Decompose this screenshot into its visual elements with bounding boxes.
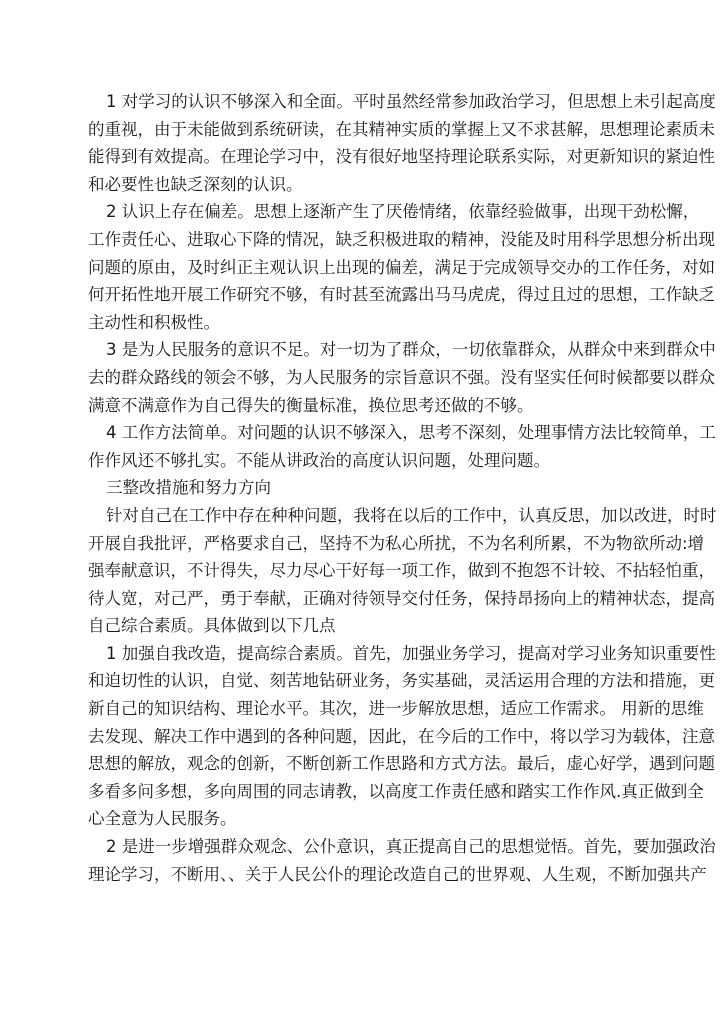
text-line: 2 认识上存在偏差。思想上逐渐产生了厌倦情绪，依靠经验做事，出现干劲松懈， — [106, 202, 700, 222]
text-line: 作作风还不够扎实。不能从讲政治的高度认识问题，处理问题。 — [88, 450, 550, 470]
text-line: 强奉献意识，不计得失，尽力尽心干好每一项工作，做到不抱怨不计较、不拈轻怕重， — [88, 561, 715, 581]
text-line: 待人宽，对己严，勇于奉献，正确对待领导交付任务，保持昂扬向上的精神状态，提高 — [88, 588, 715, 608]
text-line: 开展自我批评，严格要求自己，坚持不为私心所扰，不为名利所累，不为物欲所动:增 — [88, 533, 705, 553]
text-line: 1 加强自我改造，提高综合素质。首先，加强业务学习，提高对学习业务知识重要性 — [106, 643, 716, 663]
text-line: 去发现、解决工作中遇到的各种问题，因此，在今后的工作中，将以学习为载体，注意 — [88, 726, 715, 746]
text-line: 3 是为人民服务的意识不足。对一切为了群众，一切依靠群众，从群众中来到群众中 — [106, 340, 716, 360]
text-line: 自己综合素质。具体做到以下几点 — [88, 616, 336, 636]
paragraph — [88, 502, 717, 640]
text-line: 2 是进一步增强群众观念、公仆意识，真正提高自己的思想觉悟。首先，要加强政治 — [106, 837, 716, 857]
text-line: 和必要性也缺乏深刻的认识。 — [88, 174, 303, 194]
text-line: 的重视，由于未能做到系统研读，在其精神实质的掌握上又不求甚解，思想理论素质未 — [88, 119, 715, 139]
paragraph — [88, 640, 716, 833]
paragraph — [88, 88, 716, 198]
paragraph — [88, 198, 715, 336]
text-line: 针对自己在工作中存在种种问题，我将在以后的工作中，认真反思，加以改进，时时 — [106, 505, 717, 525]
text-line: 4 工作方法简单。对问题的认识不够深入，思考不深刻，处理事情方法比较简单，工 — [106, 423, 716, 443]
text-line: 满意不满意作为自己得失的衡量标准，换位思考还做的不够。 — [88, 395, 534, 415]
document-page — [88, 88, 717, 888]
text-line: 和迫切性的认识，自觉、刻苦地钻研业务，务实基础，灵活运用合理的方法和措施，更 — [88, 671, 715, 691]
paragraph — [88, 419, 716, 474]
text-line: 理论学习，不断用、、关于人民公仆的理论改造自己的世界观、人生观，不断加强共产 — [88, 864, 707, 884]
text-line: 多看多问多想，多向周围的同志请教，以高度工作责任感和踏实工作作风.真正做到全 — [88, 781, 704, 801]
text-line: 工作责任心、进取心下降的情况，缺乏积极进取的精神，没能及时用科学思想分析出现 — [88, 229, 715, 249]
text-line: 去的群众路线的领会不够，为人民服务的宗旨意识不强。没有坚实任何时候都要以群众 — [88, 367, 715, 387]
text-line: 心全意为人民服务。 — [88, 809, 237, 829]
text-line: 何开拓性地开展工作研究不够，有时甚至流露出马马虎虎，得过且过的思想，工作缺乏 — [88, 285, 715, 305]
paragraph — [88, 833, 716, 888]
text-line: 主动性和积极性。 — [88, 312, 220, 332]
text-line: 三整改措施和努力方向 — [106, 478, 271, 498]
text-line: 新自己的知识结构、理论水平。其次，进一步解放思想，适应工作需求。 用新的思维 — [88, 699, 704, 719]
text-line: 思想的解放，观念的创新，不断创新工作思路和方式方法。最后，虚心好学，遇到问题 — [88, 754, 715, 774]
paragraph — [88, 336, 716, 419]
section-heading — [88, 474, 633, 502]
text-line: 能得到有效提高。在理论学习中，没有很好地坚持理论联系实际，对更新知识的紧迫性 — [88, 147, 715, 167]
text-line: 问题的原由，及时纠正主观认识上出现的偏差，满足于完成领导交办的工作任务，对如 — [88, 257, 715, 277]
text-line: 1 对学习的认识不够深入和全面。平时虽然经常参加政治学习，但思想上未引起高度 — [106, 92, 716, 111]
